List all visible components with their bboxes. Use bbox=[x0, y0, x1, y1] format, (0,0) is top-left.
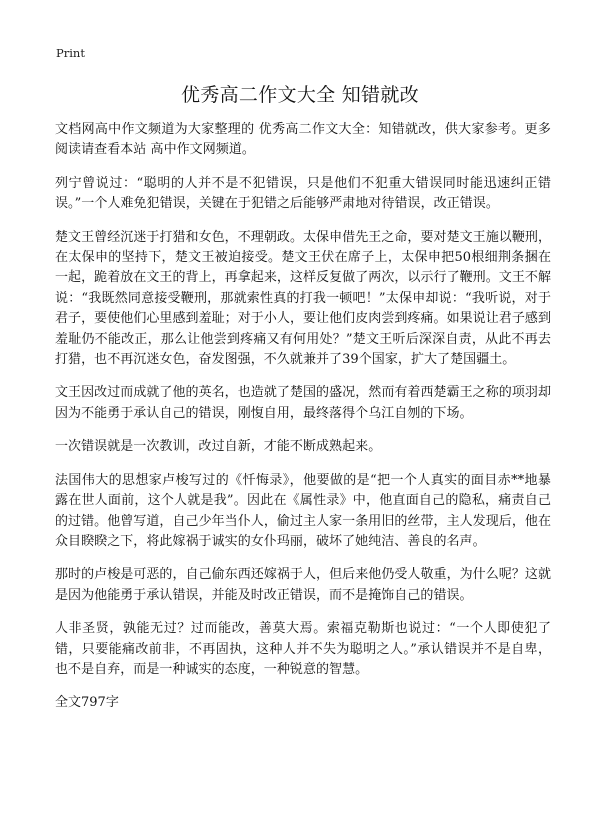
intro-paragraph: 文档网高中作文频道为大家整理的 优秀高二作文大全：知错就改，供大家参考。更多阅读请查看本站 高中作文网频道。 bbox=[55, 122, 551, 158]
article-paragraph: 那时的卢梭是可恶的，自己偷东西还嫁祸于人，但后来他仍受人敬重，为什么呢？这就是因为他能勇于承认错误，并能及时改正错误，而不是掩饰自己的错误。 bbox=[55, 567, 551, 603]
page-title: 优秀高二作文大全 知错就改 bbox=[181, 84, 419, 106]
article-paragraph: 楚文王曾经沉迷于打猎和女色，不理朝政。太保申借先王之命，要对楚文王施以鞭刑，在太保申的坚持下，楚文王被迫接受。楚文王伏在席子上，太保申把50根细荆条捆在一起，跪着放在文王的背上，再拿起来，这样反复做了两次，以示行了鞭刑。文王不解说：“我既然同意接受鞭刑，那就索性真的打我一顿吧！”太保申却说：“我听说，对于君子，要使他们心里感到羞耻；对于小人，要让他们皮肉尝到疼痛。如果说让君子感到羞耻仍不能改正，那么让他尝到疼痛又有何用处？”楚文王听后深深自责，从此不再去打猎，也不再沉迷女色，奋发图强，不久就兼并了39个国家，扩大了楚国疆土。 bbox=[55, 229, 551, 368]
article-paragraph: 列宁曾说过：“聪明的人并不是不犯错误，只是他们不犯重大错误同时能迅速纠正错误。”一个人难免犯错误，关键在于犯错之后能够严肃地对待错误，改正错误。 bbox=[55, 175, 551, 212]
print-link[interactable]: Print bbox=[56, 46, 85, 60]
article-paragraph: 一次错误就是一次教训，改过自新，才能不断成熟起来。 bbox=[55, 439, 382, 455]
article-paragraph: 文王因改过而成就了他的英名，也造就了楚国的盛况，然而有着西楚霸王之称的项羽却因为不能勇于承认自己的错误，刚愎自用，最终落得个乌江自刎的下场。 bbox=[55, 385, 551, 421]
article-paragraph: 人非圣贤，孰能无过？过而能改，善莫大焉。索福克勒斯也说过：“一个人即使犯了错，只要能痛改前非，不再固执，这种人并不失为聪明之人。”承认错误并不是自卑，也不是自弃，而是一种诚实的态度，一种锐意的智慧。 bbox=[55, 621, 551, 677]
word-count: 全文797字 bbox=[55, 695, 119, 711]
article-body bbox=[55, 120, 551, 714]
article-paragraph: 法国伟大的思想家卢梭写过的《忏悔录》，他要做的是“把一个人真实的面目赤**地暴露在世人面前，这个人就是我”。因此在《属性录》中，他直面自己的隐私，痛责自己的过错。他曾写道，自己少年当仆人，偷过主人家一条用旧的丝带，主人发现后，他在众目睽睽之下，将此嫁祸于诚实的女仆玛丽，破坏了她纯洁、善良的名声。 bbox=[55, 472, 551, 549]
